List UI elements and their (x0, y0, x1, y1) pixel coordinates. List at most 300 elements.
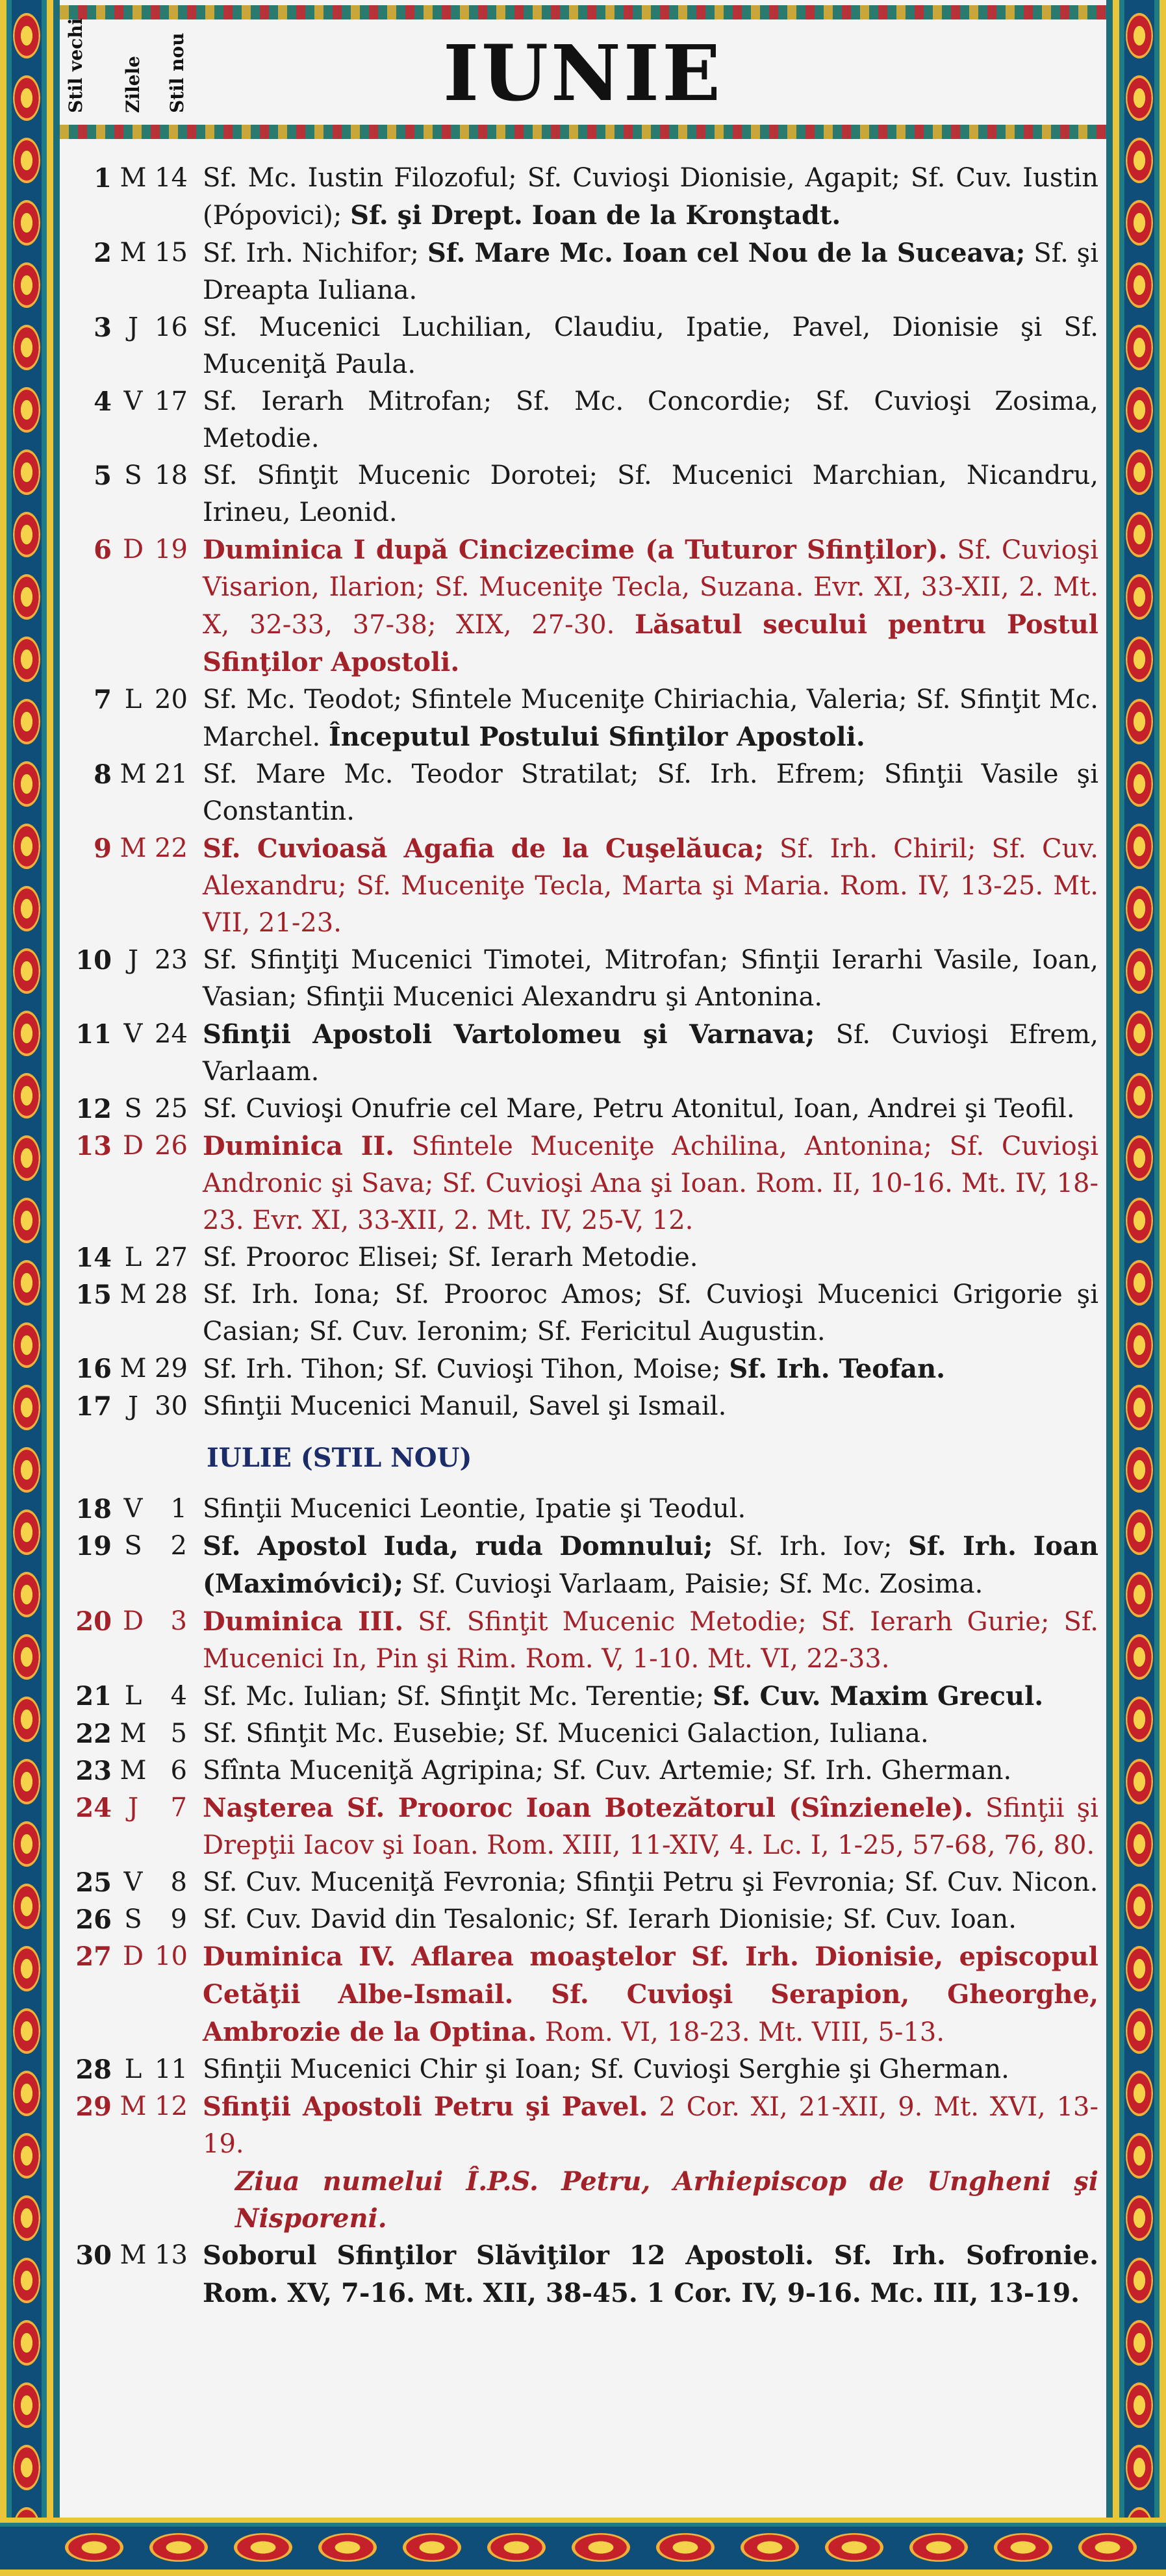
ornament-motif (13, 325, 40, 370)
old-style-date: 13 (75, 1131, 112, 1161)
feast-text-segment: Sf. Mc. Iulian; Sf. Sfinţit Mc. Terentie; (203, 1682, 713, 1711)
feast-text-segment: Sf. Cuv. Muceniţă Fevronia; Sfinţii Petru şi Fevronia; Sf. Cuv. Nicon. (203, 1867, 1098, 1897)
ornament-motif (13, 637, 40, 682)
day-row (60, 457, 1098, 531)
weekday-letter: V (123, 1867, 143, 1897)
old-style-date: 15 (75, 1280, 112, 1310)
ornament-motif (1126, 824, 1153, 869)
day-row (60, 2237, 1098, 2312)
ornament-motif (13, 2008, 40, 2054)
new-style-date: 25 (155, 1094, 188, 1124)
ornament-motif (13, 1322, 40, 1368)
ornament-motif (487, 2533, 546, 2562)
feast-text-segment: Sf. Cuvioşi Onufrie cel Mare, Petru Atonitul, Ioan, Andrei şi Teofil. (203, 1094, 1075, 1124)
feast-text-segment: Sf. Irh. Iov; (713, 1532, 908, 1561)
feast-description (187, 457, 1098, 531)
feast-description (187, 1678, 1098, 1715)
column-header-stil-nou: Stil nou (166, 32, 188, 113)
day-row (60, 1239, 1098, 1276)
weekday-letter: M (120, 2091, 147, 2121)
feast-description (187, 681, 1098, 756)
feast-description (187, 1938, 1098, 2051)
feast-description (187, 1239, 1098, 1276)
feast-text-segment: Sf. Cuv. David din Tesalonic; Sf. Ierarh Dionisie; Sf. Cuv. Ioan. (203, 1904, 1017, 1934)
ornament-motif (1126, 138, 1153, 183)
new-style-date: 8 (170, 1867, 187, 1897)
feast-description (187, 1864, 1098, 1901)
feast-text-segment: Sf. Irh. Teofan. (729, 1354, 946, 1384)
ornament-motif (1126, 387, 1153, 433)
feast-description (187, 234, 1098, 309)
feast-list (60, 160, 1098, 2312)
new-style-date: 3 (170, 1606, 187, 1636)
ornament-motif (13, 948, 40, 994)
ornament-motif (1126, 2258, 1153, 2303)
feast-text-segment: Sf. şi Drept. Ioan de la Kronştadt. (350, 200, 841, 231)
ornament-motif (13, 574, 40, 620)
old-style-date: 3 (94, 312, 112, 343)
weekday-letter: V (123, 1494, 143, 1524)
feast-description (187, 1128, 1098, 1239)
ornament-motif (13, 387, 40, 433)
weekday-letter: J (127, 1793, 139, 1823)
new-style-date: 11 (155, 2054, 188, 2084)
feast-text-segment: Sf. şi Dreapta Iuliana. (203, 238, 1098, 305)
new-style-date: 5 (170, 1719, 187, 1749)
old-style-date: 29 (75, 2091, 112, 2122)
ornament-motif (1126, 699, 1153, 744)
feast-text-segment: Naşterea Sf. Prooroc Ioan Botezătorul (Sînzienele). (203, 1793, 973, 1823)
ornament-motif (318, 2533, 377, 2562)
old-style-date: 27 (75, 1941, 112, 1972)
day-row (60, 1091, 1098, 1128)
ornament-motif (13, 13, 40, 58)
weekday-letter: D (122, 1606, 144, 1636)
feast-text-segment: Sf. Apostol Iuda, ruda Domnului; (203, 1531, 713, 1561)
weekday-letter: L (124, 2054, 142, 2084)
day-row (60, 309, 1098, 383)
month-title: IUNIE (442, 28, 724, 118)
old-style-date: 11 (75, 1019, 112, 1050)
ornament-motif (13, 2133, 40, 2178)
ornament-motif (1126, 1884, 1153, 1929)
new-style-date: 21 (155, 759, 188, 789)
ornament-motif (1126, 13, 1153, 58)
old-style-date: 7 (94, 685, 112, 715)
feast-description (187, 1491, 1098, 1528)
feast-description (187, 756, 1098, 830)
ornament-motif (656, 2533, 715, 2562)
feast-description (187, 2088, 1098, 2163)
month-header (60, 18, 1106, 120)
new-style-date: 27 (155, 1243, 188, 1272)
ornament-motif (13, 1759, 40, 1804)
feast-text-segment: Sf. Mare Mc. Teodor Stratilat; Sf. Irh. Efrem; Sfinţii Vasile şi Constantin. (203, 759, 1098, 826)
ornament-motif (1126, 886, 1153, 931)
weekday-letter: D (122, 535, 144, 564)
ornament-motif (13, 449, 40, 495)
ornament-motif (13, 2382, 40, 2428)
ornament-motif (1126, 1011, 1153, 1056)
feast-text-segment: Sf. Cuv. Maxim Grecul. (712, 1681, 1044, 1711)
day-row (60, 160, 1098, 234)
feast-text-segment: Sf. Cuvioşi Visarion, Ilarion; Sf. Muceniţe Tecla, Suzana. Evr. XI, 33-XII, 2. Mt. X, 32-33, 37-38; XIX, 27-30. (203, 535, 1098, 640)
ornament-motif (13, 1198, 40, 1243)
old-style-date: 21 (75, 1681, 112, 1711)
ornament-motif (13, 2195, 40, 2241)
day-row (60, 1789, 1098, 1864)
new-style-date: 6 (170, 1756, 187, 1786)
ornament-motif (1126, 1385, 1153, 1430)
feast-description (187, 2051, 1098, 2088)
feast-description (187, 1276, 1098, 1350)
ornament-motif (13, 75, 40, 121)
new-style-date: 22 (155, 833, 188, 863)
ornament-motif (994, 2533, 1052, 2562)
ornament-motif (1126, 1821, 1153, 1867)
feast-text-segment: Sf. Irh. Tihon; Sf. Cuvioşi Tihon, Moise; (203, 1354, 729, 1384)
feast-description (187, 1603, 1098, 1678)
new-style-date: 2 (170, 1531, 187, 1561)
new-style-date: 28 (155, 1280, 188, 1309)
new-style-date: 24 (155, 1019, 188, 1049)
ornament-motif (1126, 1260, 1153, 1306)
ornament-motif (13, 200, 40, 246)
ornament-motif (13, 1509, 40, 1555)
feast-text-segment: Duminica III. (203, 1606, 404, 1637)
new-style-date: 12 (155, 2091, 188, 2121)
old-style-date: 9 (94, 833, 112, 864)
ornament-motif (1126, 262, 1153, 308)
new-style-date: 1 (170, 1494, 187, 1524)
feast-description (187, 830, 1098, 942)
header-ornament-band (60, 125, 1106, 139)
feast-text-segment: Rom. VI, 18-23. Mt. VIII, 5-13. (537, 2017, 945, 2047)
weekday-letter: M (120, 163, 147, 193)
feast-description (187, 1350, 1098, 1388)
ornament-motif (1126, 325, 1153, 370)
ornament-motif (13, 699, 40, 744)
old-style-date: 19 (75, 1531, 112, 1561)
ornament-motif (13, 1447, 40, 1493)
ornament-motif (1126, 1634, 1153, 1680)
day-row (60, 383, 1098, 457)
old-style-date: 24 (75, 1793, 112, 1823)
ornament-motif (13, 1011, 40, 1056)
new-style-date: 13 (155, 2240, 188, 2270)
ornament-motif (13, 1821, 40, 1867)
weekday-letter: S (124, 461, 142, 490)
feast-text-segment: Sf. Sfinţit Mc. Eusebie; Sf. Mucenici Galaction, Iuliana. (203, 1719, 929, 1749)
ornament-motif (13, 1572, 40, 1617)
old-style-date: 14 (75, 1243, 112, 1273)
feast-text-segment: Sfinţii Apostoli Petru şi Pavel. (203, 2091, 648, 2122)
day-row (60, 1388, 1098, 1425)
old-style-date: 17 (75, 1391, 112, 1422)
day-row (60, 1715, 1098, 1752)
feast-text-segment: Lăsatul secului pentru Postul Sfinţilor Apostoli. (203, 609, 1099, 677)
column-header-stil-vechi: Stil vechi (65, 18, 86, 113)
day-row (60, 1603, 1098, 1678)
feast-description (187, 1388, 1098, 1425)
ornament-motif (1126, 1447, 1153, 1493)
ornament-motif (572, 2533, 630, 2562)
ornament-motif (13, 2445, 40, 2490)
name-day-note: Ziua numelui Î.P.S. Petru, Arhiepiscop de Ungheni şi Nisporeni. (235, 2166, 1098, 2234)
weekday-letter: J (127, 312, 139, 342)
new-style-date: 4 (170, 1681, 187, 1711)
feast-text-segment: Sf. Mare Mc. Ioan cel Nou de la Suceava; (427, 238, 1026, 268)
old-style-date: 26 (75, 1904, 112, 1935)
old-style-date: 28 (75, 2054, 112, 2085)
weekday-letter: M (120, 1280, 147, 1309)
ornament-motif (1126, 1073, 1153, 1118)
ornament-motif (403, 2533, 461, 2562)
day-row (60, 1938, 1098, 2051)
day-row (60, 1678, 1098, 1715)
ornament-motif (1126, 1697, 1153, 1742)
day-row (60, 1350, 1098, 1388)
ornament-motif (13, 761, 40, 807)
feast-text-segment: Sfinţii Mucenici Leontie, Ipatie şi Teodul. (203, 1494, 746, 1524)
weekday-letter: S (124, 1094, 142, 1124)
feast-text-segment: Sfinţii şi Drepţii Iacov şi Ioan. Rom. XIII, 11-XIV, 4. Lc. I, 1-25, 57-68, 76, 80. (203, 1793, 1098, 1860)
weekday-letter: L (124, 1681, 142, 1711)
ornament-motif (13, 1634, 40, 1680)
ornament-motif (13, 2320, 40, 2366)
old-style-date: 6 (94, 535, 112, 565)
weekday-letter: V (123, 386, 143, 416)
feast-description (187, 309, 1098, 383)
day-row (60, 2051, 1098, 2088)
ornament-motif (1126, 2195, 1153, 2241)
ornament-motif (13, 1884, 40, 1929)
ornament-motif (1126, 2133, 1153, 2178)
weekday-letter: J (127, 1391, 139, 1421)
feast-text-segment: Începutul Postului Sfinţilor Apostoli. (328, 722, 865, 752)
day-row (60, 1752, 1098, 1789)
old-style-date: 20 (75, 1606, 112, 1637)
ornament-motif (1126, 1509, 1153, 1555)
old-style-date: 5 (94, 461, 112, 491)
new-style-date: 17 (155, 386, 188, 416)
ornament-motif (13, 1697, 40, 1742)
old-style-date: 22 (75, 1719, 112, 1749)
feast-description (187, 1715, 1098, 1752)
day-row (60, 2088, 1098, 2163)
feast-description (187, 531, 1098, 681)
old-style-date: 23 (75, 1756, 112, 1786)
feast-description (187, 1528, 1098, 1603)
feast-description (187, 1901, 1098, 1938)
weekday-letter: D (122, 1131, 144, 1161)
new-style-date: 16 (155, 312, 188, 342)
ornament-motif (1126, 512, 1153, 557)
day-row (60, 234, 1098, 309)
old-style-date: 1 (94, 163, 112, 194)
feast-text-segment: Sf. Sfinţit Mucenic Dorotei; Sf. Mucenici Marchian, Nicandru, Irineu, Leonid. (203, 461, 1098, 527)
old-style-date: 30 (75, 2240, 112, 2271)
feast-text-segment: Sf. Irh. Ioan (Maximóvici); (203, 1531, 1098, 1599)
feast-text-segment: Sf. Irh. Nichifor; (203, 238, 427, 268)
feast-text-segment: Sfinţii Mucenici Chir şi Ioan; Sf. Cuvioşi Serghie şi Gherman. (203, 2054, 1009, 2084)
new-style-date: 29 (155, 1354, 188, 1383)
feast-description (187, 1016, 1098, 1091)
feast-text-segment: Sfintele Muceniţe Achilina, Antonina; Sf. Cuvioşi Andronic şi Sava; Sf. Cuvioşi Ana şi Ioan. Rom. II, 10-16. Mt. IV, 18-23. Evr. XI, 33-XII, 2. Mt. IV, 25-V, 12. (203, 1131, 1098, 1235)
old-style-date: 10 (75, 945, 112, 976)
old-style-date: 12 (75, 1094, 112, 1124)
feast-text-segment: Sf. Prooroc Elisei; Sf. Ierarh Metodie. (203, 1243, 698, 1272)
new-style-date: 18 (155, 461, 188, 490)
section-header-iulie: IULIE (STIL NOU) (207, 1443, 472, 1473)
new-style-date: 23 (155, 945, 188, 975)
feast-text-segment: Sf. Irh. Iona; Sf. Prooroc Amos; Sf. Cuvioşi Mucenici Grigorie şi Casian; Sf. Cuv. Ieronim; Sf. Fericitul Augustin. (203, 1280, 1098, 1346)
weekday-letter: D (122, 1941, 144, 1971)
ornament-motif (1126, 449, 1153, 495)
feast-description (187, 383, 1098, 457)
ornament-motif (1126, 1135, 1153, 1181)
feast-description (187, 2237, 1098, 2312)
feast-text-segment: Duminica IV. Aflarea moaştelor Sf. Irh. Dionisie, episcopul Cetăţii Albe-Ismail. Sf. Cuvioşi Serapion, Gheorghe, Ambrozie de la Optina. (203, 1941, 1098, 2047)
ornament-motif (13, 824, 40, 869)
ornament-motif (1126, 2382, 1153, 2428)
ornament-motif (1126, 637, 1153, 682)
feast-text-segment: Sf. Mucenici Luchilian, Claudiu, Ipatie, Pavel, Dionisie şi Sf. Muceniţă Paula. (203, 312, 1098, 379)
ornament-motif (825, 2533, 883, 2562)
ornament-motif (13, 1135, 40, 1181)
weekday-letter: V (123, 1019, 143, 1049)
ornament-motif (1126, 1946, 1153, 1991)
ornament-motif (13, 262, 40, 308)
day-row (60, 1864, 1098, 1901)
feast-text-segment: Sf. Cuvioşi Efrem, Varlaam. (203, 1020, 1098, 1087)
feast-text-segment: Sf. Sfinţit Mucenic Metodie; Sf. Ierarh Gurie; Sf. Mucenici In, Pin şi Rim. Rom. V, 1-10. Mt. VI, 22-33. (203, 1607, 1098, 1674)
ornament-motif (1078, 2533, 1137, 2562)
ornament-motif (13, 1946, 40, 1991)
new-style-date: 15 (155, 238, 188, 268)
weekday-letter: M (120, 833, 147, 863)
new-style-date: 9 (170, 1904, 187, 1934)
feast-text-segment: Sf. Ierarh Mitrofan; Sf. Mc. Concordie; Sf. Cuvioşi Zosima, Metodie. (203, 386, 1098, 453)
old-style-date: 18 (75, 1494, 112, 1524)
day-row (60, 1528, 1098, 1603)
ornament-motif (1126, 2445, 1153, 2490)
ornament-motif (149, 2533, 208, 2562)
ornament-motif (1126, 948, 1153, 994)
ornament-motif (13, 2258, 40, 2303)
column-header-zilele: Zilele (122, 56, 144, 113)
feast-description (187, 1752, 1098, 1789)
day-row (60, 1491, 1098, 1528)
ornament-motif (1126, 1759, 1153, 1804)
day-row (60, 531, 1098, 681)
top-ornament-band (60, 5, 1106, 19)
feast-description (187, 160, 1098, 234)
feast-text-segment: Sf. Irh. Chiril; Sf. Cuv. Alexandru; Sf. Muceniţe Tecla, Marta şi Maria. Rom. IV, 13-25. Mt. VII, 21-23. (203, 834, 1098, 938)
day-row (60, 830, 1098, 942)
feast-text-segment: Sf. Mc. Teodot; Sfintele Muceniţe Chiriachia, Valeria; Sf. Sfinţit Mc. Marchel. (203, 685, 1098, 752)
new-style-date: 26 (155, 1131, 188, 1161)
day-row (60, 1128, 1098, 1239)
ornament-motif (741, 2533, 799, 2562)
weekday-letter: J (127, 945, 139, 975)
weekday-letter: S (124, 1531, 142, 1561)
feast-text-segment: Sf. Cuvioşi Varlaam, Paisie; Sf. Mc. Zosima. (403, 1569, 983, 1599)
day-row (60, 1276, 1098, 1350)
ornament-motif (13, 2071, 40, 2116)
feast-text-segment: Soborul Sfinţilor Slăviţilor 12 Apostoli. Sf. Irh. Sofronie. Rom. XV, 7-16. Mt. XII, 38-45. 1 Cor. IV, 9-16. Mc. III, 13-19. (203, 2240, 1098, 2308)
day-row (60, 756, 1098, 830)
feast-text-segment: Sf. Mc. Iustin Filozoful; Sf. Cuvioşi Dionisie, Agapit; Sf. Cuv. Iustin (Pópovici); (203, 163, 1098, 231)
new-style-date: 10 (155, 1941, 188, 1971)
ornament-motif (13, 1385, 40, 1430)
weekday-letter: L (124, 685, 142, 714)
weekday-letter: M (120, 1719, 147, 1749)
new-style-date: 7 (170, 1793, 187, 1823)
ornament-motif (909, 2533, 968, 2562)
calendar-sheet (60, 0, 1106, 2518)
old-style-date: 2 (94, 238, 112, 268)
day-row (60, 681, 1098, 756)
day-row (60, 1901, 1098, 1938)
weekday-letter: M (120, 1756, 147, 1786)
ornament-motif (1126, 2071, 1153, 2116)
ornament-motif (1126, 1572, 1153, 1617)
ornament-motif (1126, 761, 1153, 807)
ornament-motif (13, 1260, 40, 1306)
bottom-ornament-border (0, 2518, 1166, 2576)
ornament-motif (1126, 200, 1153, 246)
feast-text-segment: Duminica II. (203, 1131, 395, 1161)
ornament-motif (1126, 574, 1153, 620)
feast-text-segment: Sf. Sfinţiţi Mucenici Timotei, Mitrofan; Sfinţii Ierarhi Vasile, Ioan, Vasian; Sfinţii Mucenici Alexandru şi Antonina. (203, 945, 1098, 1012)
weekday-letter: M (120, 2240, 147, 2270)
ornament-motif (234, 2533, 292, 2562)
ornament-motif (1126, 1322, 1153, 1368)
feast-text-segment: 2 Cor. XI, 21-XII, 9. Mt. XVI, 13-19. (203, 2092, 1098, 2159)
ornament-motif (65, 2533, 123, 2562)
old-style-date: 4 (94, 386, 112, 417)
feast-text-segment: Sfinţii Mucenici Manuil, Savel şi Ismail. (203, 1391, 727, 1421)
feast-description (187, 1091, 1098, 1128)
day-row (60, 1016, 1098, 1091)
ornament-motif (1126, 2008, 1153, 2054)
feast-description (187, 1789, 1098, 1864)
old-style-date: 8 (94, 759, 112, 790)
ornament-motif (13, 138, 40, 183)
new-style-date: 30 (155, 1391, 188, 1421)
day-row (60, 942, 1098, 1016)
weekday-letter: M (120, 1354, 147, 1383)
feast-description (187, 942, 1098, 1016)
old-style-date: 25 (75, 1867, 112, 1898)
weekday-letter: M (120, 238, 147, 268)
right-ornament-border (1113, 0, 1166, 2576)
new-style-date: 20 (155, 685, 188, 714)
new-style-date: 19 (155, 535, 188, 564)
feast-text-segment: Sfînta Muceniţă Agripina; Sf. Cuv. Artemie; Sf. Irh. Gherman. (203, 1756, 1012, 1786)
feast-text-segment: Sfinţii Apostoli Vartolomeu şi Varnava; (203, 1019, 815, 1050)
weekday-letter: S (124, 1904, 142, 1934)
feast-text-segment: Duminica I după Cincizecime (a Tuturor Sfinţilor). (203, 535, 948, 565)
new-style-date: 14 (155, 163, 188, 193)
feast-text-segment: Sf. Cuvioasă Agafia de la Cuşelăuca; (203, 833, 764, 864)
old-style-date: 16 (75, 1354, 112, 1384)
weekday-letter: L (124, 1243, 142, 1272)
left-ornament-border (0, 0, 53, 2576)
ornament-motif (13, 886, 40, 931)
ornament-motif (1126, 2320, 1153, 2366)
